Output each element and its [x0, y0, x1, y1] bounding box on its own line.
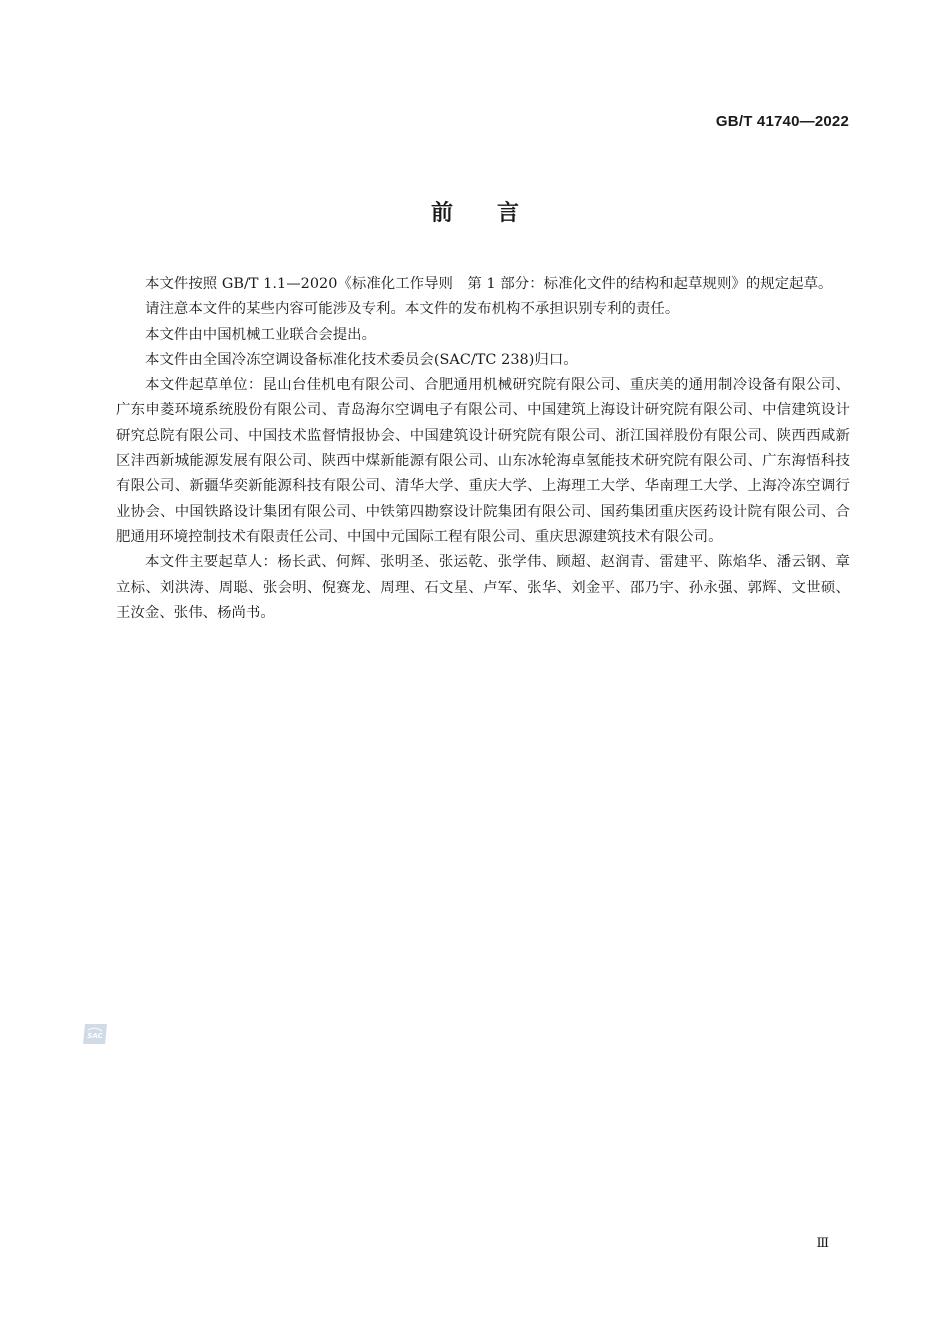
title-char-1: 前 [430, 201, 453, 226]
preface-body [116, 272, 850, 626]
paragraph-drafting-units: 本文件起草单位：昆山台佳机电有限公司、合肥通用机械研究院有限公司、重庆美的通用制冷设备有限公司、广东申菱环境系统股份有限公司、青岛海尔空调电子有限公司、中国建筑上海设计研究院有限公司、中信建筑设计研究总院有限公司、中国技术监督情报协会、中国建筑设计研究院有限公司、浙江国祥股份有限公司、陕西西咸新区沣西新城能源发展有限公司、陕西中煤新能源有限公司、山东冰轮海卓氢能技术研究院有限公司、广东海悟科技有限公司、新疆华奕新能源科技有限公司、清华大学、重庆大学、上海理工大学、华南理工大学、上海冷冻空调行业协会、中国铁路设计集团有限公司、中铁第四勘察设计院集团有限公司、国药集团重庆医药设计院有限公司、合肥通用环境控制技术有限责任公司、中国中元国际工程有限公司、重庆思源建筑技术有限公司。 [116, 377, 850, 545]
sac-watermark-logo [82, 1022, 108, 1046]
paragraph-drafting-rules: 本文件按照 GB/T 1.1—2020《标准化工作导则 第 1 部分：标准化文件的结构和起草规则》的规定起草。 [145, 276, 833, 292]
paragraph-patent-notice: 请注意本文件的某些内容可能涉及专利。本文件的发布机构不承担识别专利的责任。 [145, 301, 680, 318]
page-title [0, 196, 950, 227]
page-number: Ⅲ [816, 1236, 829, 1251]
paragraph-committee: 本文件由全国冷冻空调设备标准化技术委员会(SAC/TC 238)归口。 [145, 351, 578, 368]
paragraph-proposer: 本文件由中国机械工业联合会提出。 [145, 326, 377, 343]
title-char-2: 言 [497, 201, 520, 226]
document-code: GB/T 41740—2022 [715, 113, 849, 130]
paragraph-drafters: 本文件主要起草人：杨长武、何辉、张明圣、张运乾、张学伟、顾超、赵润青、雷建平、陈焰华、潘云钢、章立标、刘洪涛、周聪、张会明、倪赛龙、周理、石文星、卢军、张华、刘金平、邵乃宇、孙永强、郭辉、文世硕、王汝金、张伟、杨尚书。 [116, 554, 850, 621]
svg-text:SAC: SAC [87, 1032, 103, 1040]
